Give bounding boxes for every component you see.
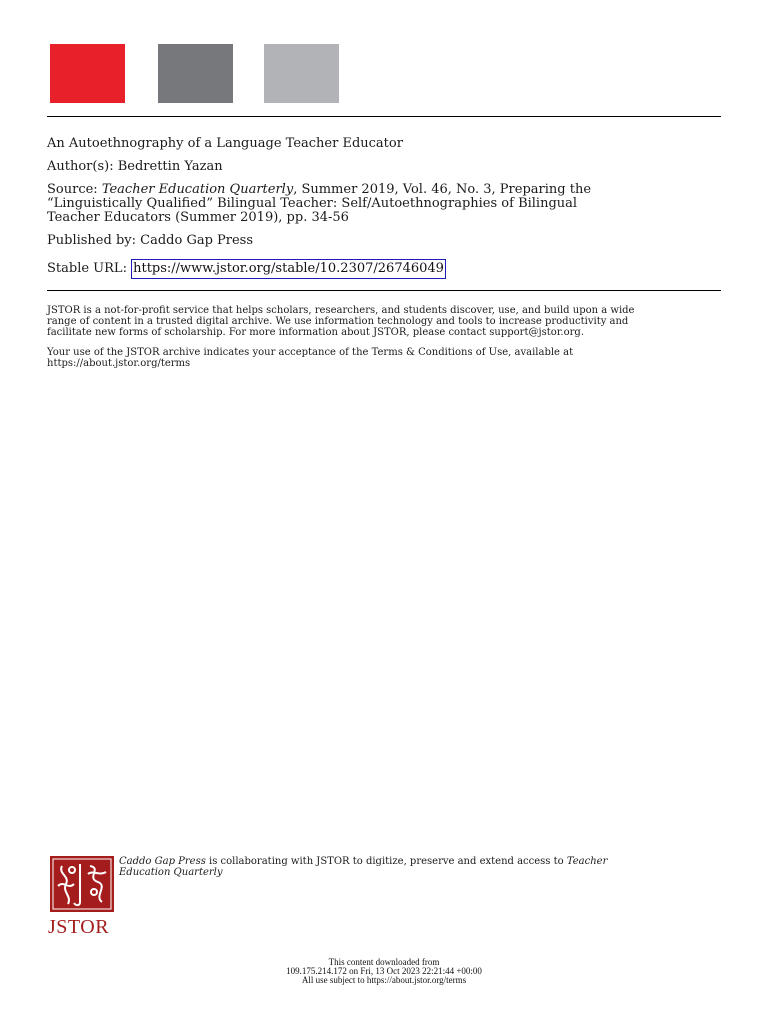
terms-line-1: Your use of the JSTOR archive indicates your acceptance of the Terms & Conditions of Use, available at [47, 347, 574, 358]
jstor-logo-icon [50, 856, 114, 912]
authors-value: Bedrettin Yazan [117, 159, 223, 174]
notice-line-2: range of content in a trusted digital archive. We use information technology and tools to increase productivity and [47, 316, 629, 327]
footer-line-1: This content downloaded from [328, 957, 440, 967]
footer-line-3: All use subject to https://about.jstor.org/terms [301, 975, 467, 985]
collab-publisher: Caddo Gap Press [119, 856, 206, 867]
source-line-3: Teacher Educators (Summer 2019), pp. 34-56 [47, 210, 349, 225]
publisher-label: Published by: [47, 233, 136, 248]
publisher-value: Caddo Gap Press [140, 233, 254, 248]
source-label: Source: [47, 182, 98, 197]
notice-line-1: JSTOR is a not-for-profit service that helps scholars, researchers, and students discover, use, and build upon a wide [47, 305, 635, 316]
middle-divider [47, 290, 721, 291]
collab-body: is collaborating with JSTOR to digitize, preserve and extend access to [205, 856, 567, 867]
source-line-2: “Linguistically Qualified” Bilingual Teacher: Self/Autoethnographies of Bilingual [47, 196, 578, 211]
terms-line-2: https://about.jstor.org/terms [47, 358, 191, 369]
brand-square-red [50, 44, 125, 103]
publisher-line [47, 234, 253, 248]
authors-label: Author(s): [47, 159, 114, 174]
stable-url-label: Stable URL: [47, 261, 127, 276]
brand-square-dark-gray [158, 44, 233, 103]
footer-line-2: 109.175.214.172 on Fri, 13 Oct 2023 22:21:44 +00:00 [286, 966, 482, 976]
notice-line-3: facilitate new forms of scholarship. For more information about JSTOR, please contact support@jstor.org. [47, 327, 584, 338]
top-divider [47, 116, 721, 117]
source-details: , Summer 2019, Vol. 46, No. 3, Preparing the [293, 182, 592, 197]
stable-url-line [47, 262, 446, 276]
collab-journal-part2: Education Quarterly [119, 867, 223, 878]
collab-journal-part1: Teacher [566, 856, 608, 867]
article-title: An Autoethnography of a Language Teacher Educator [47, 136, 403, 151]
source-line-1 [47, 183, 591, 197]
authors-line [47, 160, 223, 174]
collaboration-text [119, 856, 719, 878]
brand-square-light-gray [264, 44, 339, 103]
jstor-wordmark: JSTOR [48, 916, 110, 938]
source-journal: Teacher Education Quarterly [101, 182, 294, 197]
stable-url-link[interactable]: https://www.jstor.org/stable/10.2307/26746049 [131, 259, 446, 279]
